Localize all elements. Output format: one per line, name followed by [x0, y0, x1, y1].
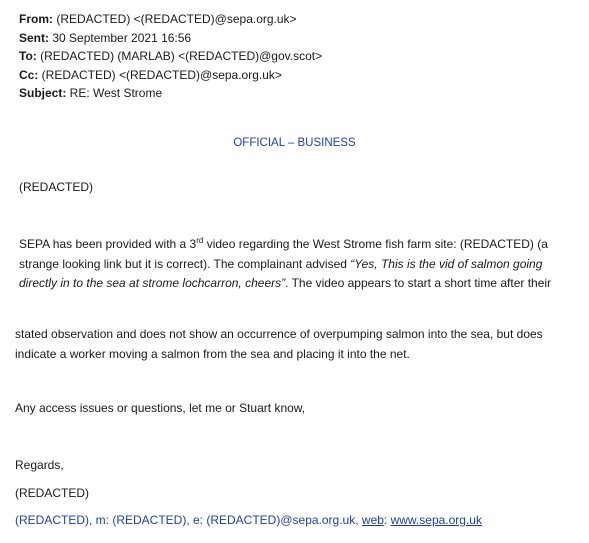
- text-span: strange looking link but it is correct). The complainant advised: [19, 256, 351, 271]
- subject-line: [19, 84, 322, 103]
- sent-line: [19, 29, 322, 48]
- paragraph-line: [19, 274, 584, 294]
- from-line: [19, 10, 322, 29]
- paragraph-observation: [15, 324, 585, 364]
- text-span: . The video appears to start a short time after their: [285, 276, 552, 290]
- to-line: [19, 47, 322, 66]
- from-label: From:: [19, 12, 53, 26]
- sent-label: Sent:: [19, 30, 49, 45]
- complainant-quote: directly in to the sea at strome lochcarron, cheers”: [19, 276, 286, 290]
- cc-line: [19, 66, 322, 85]
- web-label-link[interactable]: web: [361, 513, 384, 527]
- sender-name: (REDACTED): [15, 486, 89, 500]
- subject-value: RE: West Strome: [66, 86, 163, 100]
- closing: Regards,: [15, 458, 64, 472]
- to-label: To:: [19, 49, 37, 63]
- access-note: Any access issues or questions, let me or Stuart know,: [15, 401, 306, 415]
- complainant-quote: “Yes, This is the vid of salmon going: [350, 256, 543, 271]
- greeting: (REDACTED): [19, 180, 93, 194]
- paragraph-line: [19, 235, 584, 255]
- paragraph-line: [19, 255, 584, 275]
- sent-value: 30 September 2021 16:56: [49, 30, 192, 45]
- cc-label: Cc:: [19, 67, 39, 82]
- cc-value: (REDACTED) <(REDACTED)@sepa.org.uk>: [38, 67, 282, 82]
- classification-marking: OFFICIAL – BUSINESS: [233, 137, 356, 149]
- from-value: (REDACTED) <(REDACTED)@sepa.org.uk>: [53, 12, 297, 26]
- signature-colon: :: [383, 513, 391, 527]
- paragraph-line: indicate a worker moving a salmon from the sea and placing it into the net.: [15, 347, 410, 361]
- to-value: (REDACTED) (MARLAB) <(REDACTED)@gov.scot>: [36, 49, 323, 63]
- ordinal-superscript: rd: [196, 236, 204, 245]
- email-header: [19, 10, 322, 103]
- paragraph-line: stated observation and does not show an occurrence of overpumping salmon into the sea, but does: [15, 327, 543, 341]
- subject-label: Subject:: [19, 86, 67, 100]
- text-span: video regarding the West Strome fish farm site: (REDACTED) (a: [203, 237, 548, 251]
- website-link[interactable]: www.sepa.org.uk: [390, 513, 482, 527]
- signature-contact: (REDACTED), m: (REDACTED), e: (REDACTED)@sepa.org.uk,: [15, 513, 362, 527]
- email-signature: [15, 513, 482, 527]
- text-span: SEPA has been provided with a 3: [19, 237, 197, 251]
- paragraph-video: [19, 235, 584, 294]
